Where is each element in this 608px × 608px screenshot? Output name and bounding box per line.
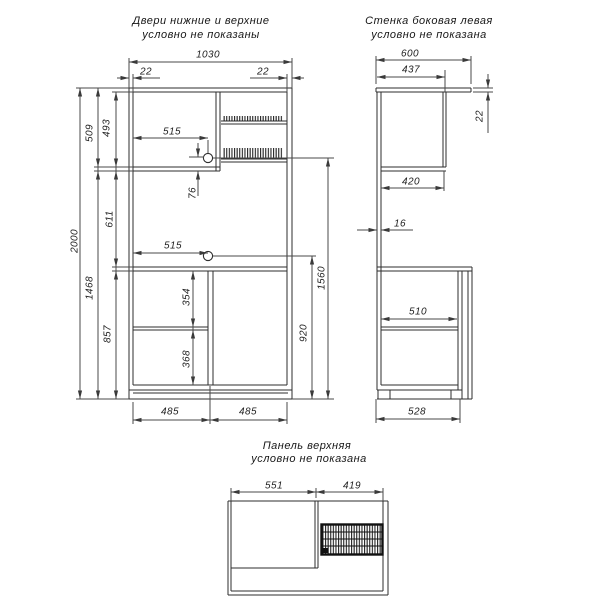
hole-marker-upper [203, 153, 212, 162]
dim-front-height: 2000 [69, 229, 81, 253]
worktop-edge [377, 267, 472, 271]
dim-top-right-width: 419 [343, 480, 361, 492]
dim-front-bottom-section: 857 [102, 325, 114, 343]
dim-front-width: 1030 [196, 49, 220, 61]
front-view-note-line2: условно не показаны [142, 29, 260, 41]
dim-front-mid-section: 611 [104, 210, 116, 228]
back-panel-edge [377, 92, 381, 390]
front-view-note-line1: Двери нижние и верхние [132, 15, 270, 27]
dish-rack-drain-block [322, 548, 328, 553]
dim-front-hole-top-x: 515 [163, 126, 181, 138]
side-view-note-line1: Стенка боковая левая [365, 15, 493, 27]
side-view-carcass [376, 88, 472, 399]
side-view-note-line2: условно не показана [371, 29, 487, 41]
dim-front-shelf-gap-lower: 368 [181, 350, 193, 368]
dim-front-top-section: 509 [84, 124, 96, 142]
dim-front-hole-mid-x: 515 [164, 240, 182, 252]
top-view-divider [231, 501, 318, 568]
dim-front-wall-right: 22 [257, 66, 269, 78]
lower-shelf-edge [381, 327, 458, 330]
dim-front-base-right: 485 [239, 406, 257, 418]
dim-side-top-thickness: 22 [474, 110, 486, 122]
mounting-holes [203, 153, 212, 260]
dim-front-shelf-gap-upper: 354 [181, 288, 193, 306]
top-view [228, 488, 388, 595]
dim-side-shelf-depth: 420 [402, 176, 420, 188]
upper-divider-edge [381, 92, 446, 171]
dim-front-hole-top-down: 76 [187, 187, 199, 199]
front-view-carcass [129, 88, 292, 399]
front-view-dimension-lines [76, 58, 334, 424]
dim-side-upper-depth: 437 [402, 64, 420, 76]
dim-front-below-top: 1468 [84, 276, 96, 300]
top-view-note-line1: Панель верхняя [262, 440, 352, 452]
worktop-and-lower-divider [133, 267, 287, 385]
dim-side-depth: 600 [401, 48, 419, 60]
dim-front-hole-mid-from-base: 920 [298, 324, 310, 342]
top-view-note-line2: условно не показана [251, 453, 367, 465]
dim-front-top-inner: 493 [101, 119, 113, 137]
dim-top-left-width: 551 [265, 480, 283, 492]
dish-rack-top [322, 525, 383, 555]
dim-front-hole-top-from-base: 1560 [316, 266, 328, 290]
front-view [76, 58, 334, 424]
dim-front-wall-left: 22 [140, 66, 152, 78]
dim-side-bottom-shelf-depth: 510 [409, 306, 427, 318]
dish-rack-hatch-front [223, 116, 283, 158]
dim-side-base-depth: 528 [408, 406, 426, 418]
side-view [357, 56, 493, 423]
dim-side-back-thickness: 16 [394, 218, 406, 230]
dim-front-base-left: 485 [161, 406, 179, 418]
